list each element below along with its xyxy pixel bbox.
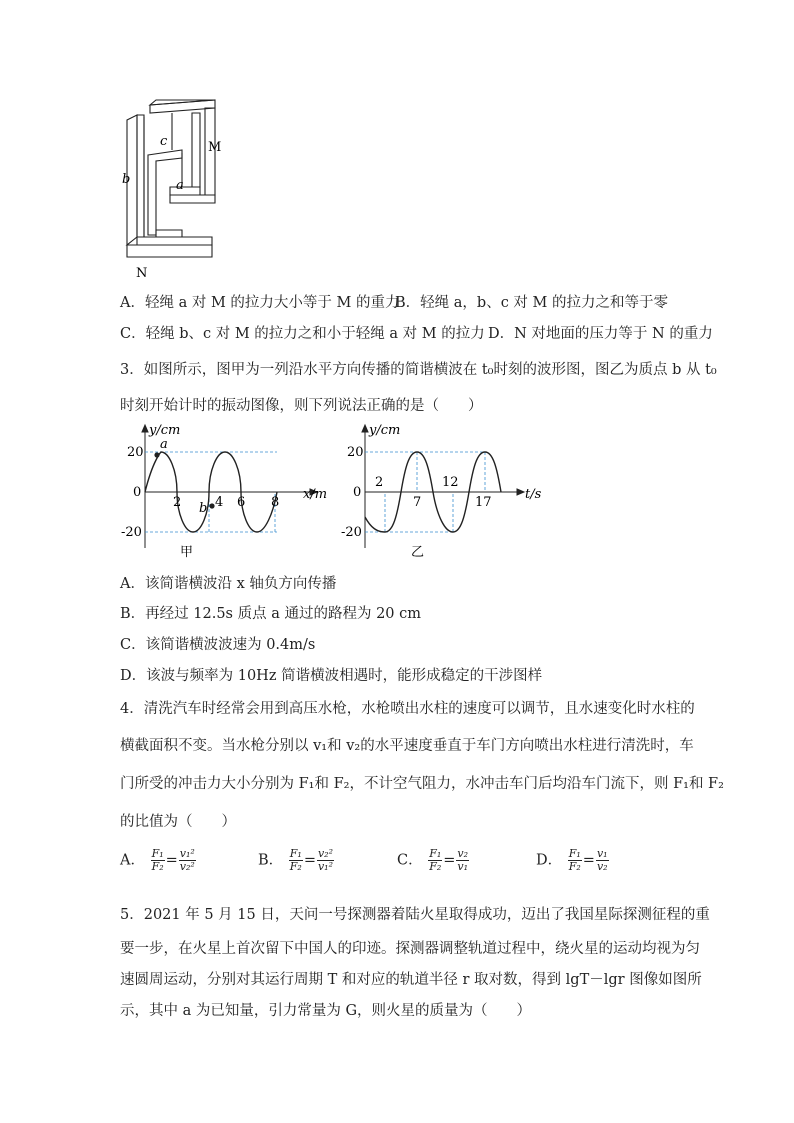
yi-ylabel: y/cm [369,423,401,438]
jia-tick-x-4: 4 [215,495,224,510]
q3-option-c: C．该简谐横波波速为 0.4m/s [120,637,316,653]
apparatus-figure [112,95,242,285]
q4-option-d-label: D． [536,852,563,869]
yi-tick-x-17: 17 [475,495,492,510]
q5-line4: 示，其中 a 为已知量，引力常量为 G，则火星的质量为（ ） [120,1003,532,1019]
q4-b-rn: v₂² [317,847,334,860]
jia-tick-y-20: 20 [127,445,144,460]
jia-xlabel: x/m [303,487,328,502]
q2-option-d: D．N 对地面的压力等于 N 的重力 [488,326,713,342]
q4-c-rn: v₂ [457,847,469,860]
q4-option-a-label: A． [120,852,145,869]
yi-caption: 乙 [411,545,425,560]
label-b: b [122,172,131,187]
q4-line1: 4．清洗汽车时经常会用到高压水枪，水枪喷出水柱的速度可以调节，且水速变化时水柱的 [120,701,695,717]
jia-tick-x-8: 8 [271,495,280,510]
q2-option-b: B．轻绳 a，b、c 对 M 的拉力之和等于零 [395,295,668,311]
q4-line4: 的比值为（ ） [120,814,236,830]
label-N: N [136,266,148,281]
q3-stem-line2: 时刻开始计时的振动图像，则下列说法正确的是（ ） [120,398,483,414]
q2-option-c: C．轻绳 b、c 对 M 的拉力之和小于轻绳 a 对 M 的拉力 [120,326,485,342]
q4-line2: 横截面积不变。当水枪分别以 v₁和 v₂的水平速度垂直于车门方向喷出水柱进行清洗时，车 [120,738,694,754]
point-b-label: b [199,501,208,516]
q4-option-b-label: B． [258,852,284,869]
q4-a-rn: v₁² [179,847,195,860]
q4-c-rd: v₁ [457,860,469,873]
point-a-label: a [160,437,168,452]
label-a: a [176,178,184,193]
q4-a-ld: F₂ [151,860,164,873]
yi-xlabel: t/s [525,487,542,502]
q3-option-a: A．该简谐横波沿 x 轴负方向传播 [120,576,337,592]
yi-tick-y-20: 20 [347,445,364,460]
vibration-graph-yi [335,420,555,560]
yi-tick-y-neg20: -20 [341,525,362,540]
q4-option-c-label: C． [397,852,423,869]
q4-option-b: B． $\frac{\text{F₁}}{\text{F₂}}$ = $\frac{\text{v₂²}}{\text{v₁²}}$ [258,847,334,873]
q4-b-ln: F₁ [289,847,302,860]
q4-d-ln: F₁ [568,847,581,860]
q5-line3: 速圆周运动，分别对其运行周期 T 和对应的轨道半径 r 取对数，得到 lgT－lgr 图像如图所 [120,972,702,988]
q4-option-c: C． $\frac{\text{F₁}}{\text{F₂}}$ = $\frac{\text{v₂}}{\text{v₁}}$ [397,847,469,873]
jia-tick-y-neg20: -20 [121,525,142,540]
q4-option-d: D． $\frac{\text{F₁}}{\text{F₂}}$ = $\frac{\text{v₁}}{\text{v₂}}$ [536,847,608,873]
q2-option-a: A．轻绳 a 对 M 的拉力大小等于 M 的重力 [120,295,400,311]
q3-stem-line1: 3．如图所示，图甲为一列沿水平方向传播的简谐横波在 t₀时刻的波形图，图乙为质点 b 从 t₀ [120,362,717,378]
q4-c-ld: F₂ [429,860,442,873]
q4-a-rd: v₂² [179,860,195,873]
q4-d-ld: F₂ [568,860,581,873]
jia-ylabel: y/cm [149,423,181,438]
jia-tick-x-2: 2 [173,495,182,510]
q3-option-d: D．该波与频率为 10Hz 简谐横波相遇时，能形成稳定的干涉图样 [120,668,543,684]
yi-tick-x-2: 2 [375,475,384,490]
q4-b-rd: v₁² [317,860,334,873]
label-M: M [208,140,222,155]
q4-line3: 门所受的冲击力大小分别为 F₁和 F₂，不计空气阻力，水冲击车门后均沿车门流下，则 F₁和 F₂ [120,776,724,792]
q5-line1: 5．2021 年 5 月 15 日，天问一号探测器着陆火星取得成功，迈出了我国星际探测征程的重 [120,907,710,923]
jia-tick-x-6: 6 [237,495,246,510]
q4-option-a: A． $\frac{\text{F₁}}{\text{F₂}}$ = $\frac{\text{v₁²}}{\text{v₂²}}$ [120,847,195,873]
q3-option-b: B．再经过 12.5s 质点 a 通过的路程为 20 cm [120,606,422,622]
q4-b-ld: F₂ [289,860,302,873]
yi-origin: 0 [353,485,362,500]
q4-d-rn: v₁ [596,847,608,860]
yi-tick-x-12: 12 [442,475,459,490]
wave-graph-jia [115,420,350,560]
jia-origin: 0 [133,485,142,500]
label-c: c [160,134,168,149]
q4-d-rd: v₂ [596,860,608,873]
yi-tick-x-7: 7 [413,495,422,510]
q4-c-ln: F₁ [429,847,442,860]
q4-a-ln: F₁ [151,847,164,860]
jia-caption: 甲 [180,545,194,560]
q5-line2: 要一步，在火星上首次留下中国人的印迹。探测器调整轨道过程中，绕火星的运动均视为匀 [120,941,700,957]
